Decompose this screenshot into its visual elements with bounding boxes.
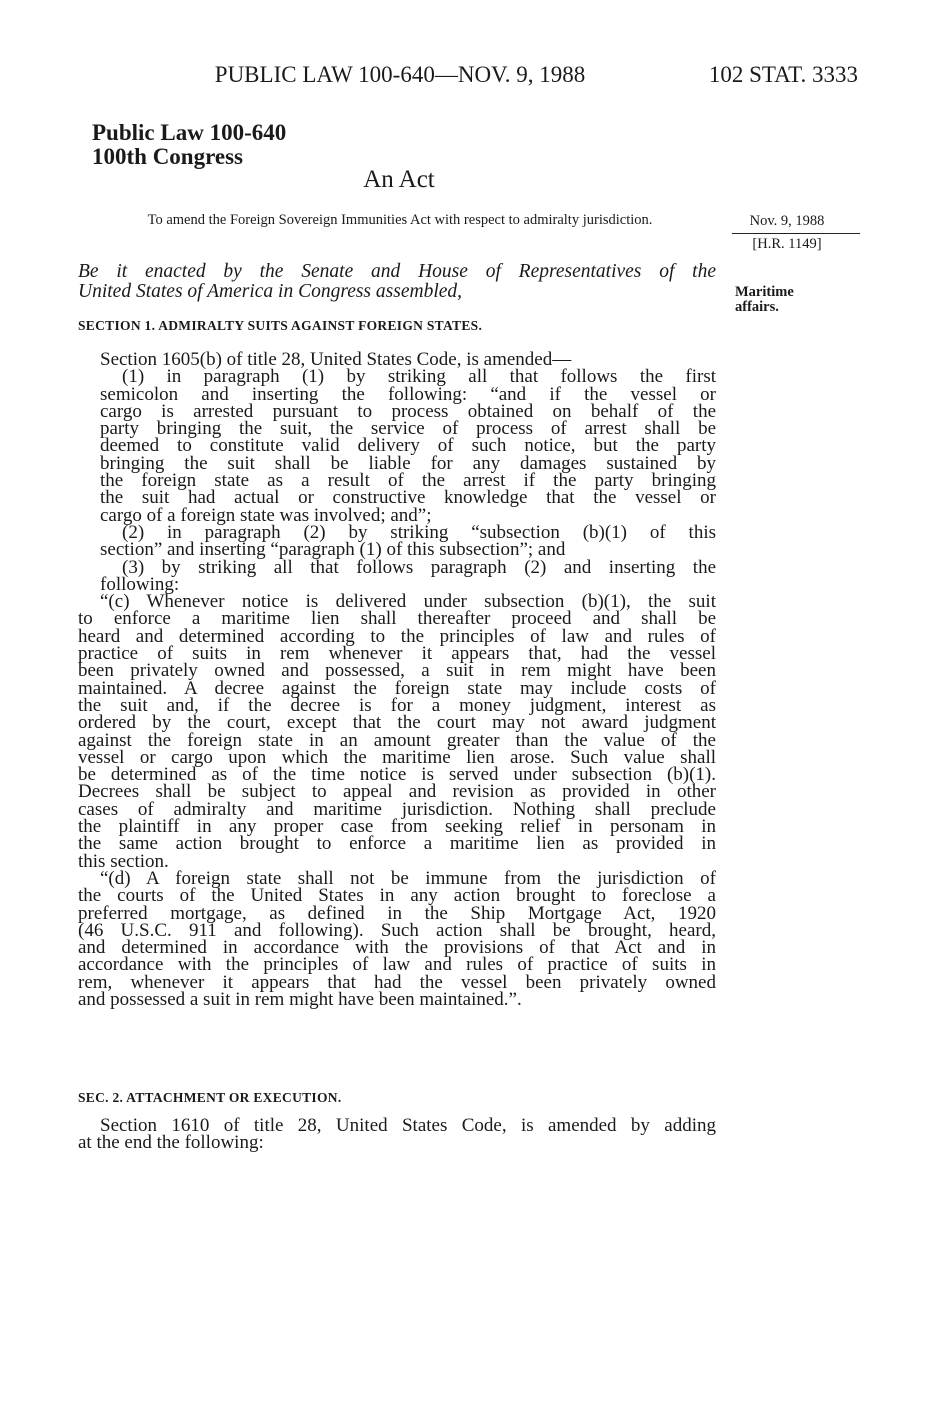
text-line: at the end the following: (78, 1132, 264, 1154)
paragraph (78, 556, 716, 595)
text-line: to enforce a maritime lien shall thereafter proceed and shall be (78, 608, 716, 630)
margin-bill-number: [H.R. 1149] (752, 236, 822, 252)
text-line: bringing the suit shall be liable for any damages sustained by (100, 452, 716, 474)
text-line: accordance with the principles of law and rules of practice of suits in (78, 954, 716, 976)
text-line: (1) in paragraph (1) by striking all that follows the first (122, 366, 716, 388)
text-line: section” and inserting “paragraph (1) of this subsection”; and (100, 539, 566, 561)
text-line: heard and determined according to the principles of law and rules of (78, 625, 716, 647)
text-line: (46 U.S.C. 911 and following). Such action shall be brought, heard, (78, 919, 716, 941)
public-law-number: Public Law 100-640 (92, 120, 287, 145)
enacting-clause-line: Be it enacted by the Senate and House of Representatives of the (78, 261, 716, 282)
text-line: (2) in paragraph (2) by striking “subsection (b)(1) of this (122, 521, 716, 543)
text-line: (3) by striking all that follows paragraph (2) and inserting the (122, 556, 716, 578)
text-line: Decrees shall be subject to appeal and revision as provided in other (78, 781, 716, 803)
text-line: following: (100, 573, 180, 595)
text-line: and determined in accordance with the provisions of that Act and in (78, 937, 716, 959)
act-title: An Act (363, 166, 435, 193)
text-line: been privately owned and possessed, a suit in rem might have been (78, 660, 716, 682)
statute-page-number: 102 STAT. 3333 (708, 62, 858, 87)
text-line: party bringing the suit, the service of process of arrest shall be (100, 418, 716, 440)
section-1-heading: SECTION 1. ADMIRALTY SUITS AGAINST FOREIGN STATES. (78, 318, 483, 333)
text-line: the foreign state as a result of the arrest if the party bringing (100, 470, 716, 492)
text-line: maintained. A decree against the foreign state may include costs of (78, 677, 716, 699)
text-line: this section. (78, 850, 169, 872)
enacting-clause (78, 262, 716, 302)
margin-subject-note (735, 285, 794, 315)
margin-note-line: affairs. (735, 299, 779, 315)
enacting-clause-line: United States of America in Congress assembled, (78, 281, 463, 302)
text-line: cargo is arrested pursuant to process obtained on behalf of the (100, 400, 716, 422)
running-head: PUBLIC LAW 100-640—NOV. 9, 1988 (214, 62, 586, 87)
margin-divider (732, 233, 860, 234)
text-line: practice of suits in rem whenever it appears that, had the vessel (78, 643, 716, 665)
text-line: the courts of the United States in any action brought to foreclose a (78, 885, 716, 907)
law-designation (92, 121, 286, 169)
text-line: “(d) A foreign state shall not be immune from the jurisdiction of (100, 867, 716, 889)
paragraph (78, 867, 716, 1010)
text-line: semicolon and inserting the following: “and if the vessel or (100, 383, 716, 405)
text-line: the plaintiff in any proper case from seeking relief in personam in (78, 816, 716, 838)
text-line: cargo of a foreign state was involved; and”; (100, 504, 432, 526)
text-line: and possessed a suit in rem might have been maintained.”. (78, 988, 522, 1010)
text-line: “(c) Whenever notice is delivered under subsection (b)(1), the suit (100, 591, 716, 613)
margin-note-line: Maritime (735, 284, 794, 300)
text-line: the suit and, if the decree is for a money judgment, interest as (78, 694, 716, 716)
text-line: cases of admiralty and maritime jurisdiction. Nothing shall preclude (78, 798, 716, 820)
text-line: rem, whenever it appears that had the vessel been privately owned (78, 971, 716, 993)
section-2-body (78, 1117, 716, 1152)
text-line: Section 1610 of title 28, United States Code, is amended by adding (100, 1115, 716, 1136)
section-1-body (78, 351, 716, 1008)
text-line: against the foreign state in an amount greater than the value of the (78, 729, 716, 751)
text-line: deemed to constitute valid delivery of such notice, but the party (100, 435, 716, 457)
act-purpose: To amend the Foreign Sovereign Immunities Act with respect to admiralty jurisdiction. (147, 212, 653, 228)
paragraph (78, 521, 716, 561)
congress-number: 100th Congress (92, 144, 244, 169)
text-line: Section 1605(b) of title 28, United States Code, is amended— (100, 349, 572, 370)
margin-date: Nov. 9, 1988 (749, 213, 825, 229)
section-2-heading: SEC. 2. ATTACHMENT OR EXECUTION. (78, 1090, 342, 1105)
paragraph (78, 368, 716, 524)
text-line: ordered by the court, except that the court may not award judgment (78, 712, 716, 734)
paragraph (78, 1117, 716, 1152)
text-line: the same action brought to enforce a maritime lien as provided in (78, 833, 716, 855)
paragraph (78, 593, 716, 870)
text-line: the suit had actual or constructive knowledge that the vessel or (100, 487, 716, 509)
text-line: be determined as of the time notice is served under subsection (b)(1). (78, 764, 716, 786)
text-line: vessel or cargo upon which the maritime lien arose. Such value shall (78, 746, 716, 768)
text-line: preferred mortgage, as defined in the Ship Mortgage Act, 1920 (78, 902, 716, 924)
